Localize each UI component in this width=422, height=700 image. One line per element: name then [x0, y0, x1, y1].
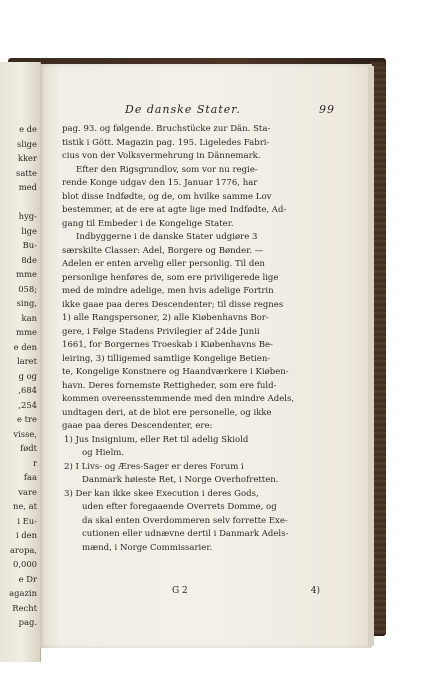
left-page-fragment: e tre: [17, 414, 37, 424]
text-line: gang til Embeder i de Kongelige Stater.: [62, 218, 234, 229]
text-line: havn. Deres fornemste Rettigheder, som ere fuld-: [62, 380, 277, 391]
text-line: gaae paa deres Descendenter, ere:: [62, 421, 213, 431]
left-page-fragment: lige: [21, 225, 37, 236]
left-page-fragment: Bu-: [22, 240, 37, 250]
text-line: mænd, i Norge Commissarier.: [82, 542, 213, 553]
left-page-fragment: e Dr: [18, 573, 37, 584]
text-line: 1) alle Rangspersoner, 2) alle Kiøbenhavns Bor-: [62, 313, 269, 323]
left-page-fragment: i den: [15, 530, 37, 540]
left-page-fragment: hyg-: [18, 211, 37, 221]
text-line: Danmark høieste Ret, i Norge Overhofretten.: [82, 475, 279, 485]
text-line: bestemmer, at de ere at agte lige med Indfødte, Ad-: [62, 205, 287, 215]
left-page-fragment: i Eu-: [17, 515, 37, 526]
left-page-fragment: kan: [21, 312, 37, 323]
text-line: 3) Der kan ikke skee Execution i deres Gods,: [64, 488, 259, 499]
text-line: Indbyggerne i de danske Stater udgiøre 3: [76, 232, 258, 242]
left-page-fragment: mme: [16, 269, 37, 279]
text-line: cius von der Volksvermehrung in Dännemark.: [62, 151, 261, 161]
left-page-fragment: pag.: [18, 617, 37, 627]
left-page-fragment: faa: [23, 472, 37, 482]
text-line: 2) I Livs- og Æres-Sager er deres Forum i: [64, 461, 244, 472]
running-title: De danske Stater.: [125, 103, 241, 116]
left-page-fragment: ,254: [18, 399, 37, 410]
text-line: 1661, for Borgernes Troeskab i Kiøbenhavns Be-: [62, 340, 273, 350]
text-line: blot disse Indfødte, og de, om hvilke samme Lov: [62, 191, 272, 202]
left-page-fragment: 0,000: [13, 559, 37, 569]
left-page-fragment: r: [32, 457, 37, 468]
page-footer: [60, 586, 322, 600]
text-line: cutionen eller udnævne dertil i Danmark Adels-: [82, 529, 289, 539]
body-text: [62, 123, 324, 555]
text-line: personlige henføres de, som ere priviligerede lige: [62, 272, 279, 283]
text-line: Adelen er enten arvelig eller personlig. Til den: [62, 259, 265, 269]
text-line: uden efter foregaaende Overrets Domme, og: [82, 502, 277, 512]
text-line: tistik i Gött. Magazin pag. 195. Ligeledes Fabri-: [62, 137, 270, 148]
left-page-fragment: 8de: [21, 254, 37, 265]
left-page-fragment: e den: [13, 341, 37, 352]
text-line: kommen overeensstemmende med den mindre Adels,: [62, 394, 295, 404]
left-page-fragment: født: [20, 443, 37, 453]
text-line: med de mindre adelige, men hvis adelige Fortrin: [62, 286, 274, 296]
left-page-fragment: med: [18, 182, 37, 192]
left-page-fragment: visse,: [13, 428, 37, 439]
left-page-fragment: e de: [19, 124, 37, 134]
catchword: 4): [310, 586, 320, 596]
left-page-fragment: mme: [16, 327, 37, 337]
page-number: 99: [319, 103, 335, 116]
running-header: [75, 103, 335, 117]
left-page-fragment: g og: [18, 370, 37, 381]
text-line: 1) Jus Insignium, eller Ret til adelig Skiold: [64, 434, 249, 445]
left-page-fragment: laret: [17, 356, 37, 366]
page-edges: [368, 66, 374, 646]
text-line: rende Konge udgav den 15. Januar 1776, har: [62, 178, 258, 188]
text-line: gere, i Følge Stadens Privilegier af 24de Junii: [62, 326, 260, 337]
left-page: [0, 62, 41, 662]
text-line: da skal enten Overdommeren selv forrette Exe-: [82, 515, 288, 526]
text-line: leiring, 3) tilligemed samtlige Kongelige Betien-: [62, 353, 271, 364]
text-line: Efter den Rigsgrundlov, som vor nu regie-: [76, 164, 258, 175]
text-line: pag. 93. og følgende. Bruchstücke zur Dän. Sta-: [62, 124, 271, 134]
left-page-fragment: satte: [16, 167, 37, 178]
signature-mark: G 2: [172, 586, 188, 596]
text-line: og Hielm.: [82, 448, 125, 458]
left-page-fragment: kker: [17, 153, 37, 163]
left-page-fragment: ne, at: [12, 501, 37, 511]
left-page-fragment: vare: [18, 486, 37, 497]
text-line: særskilte Classer: Adel, Borgere og Bønder. —: [62, 245, 264, 256]
text-line: ikke gaae paa deres Descendenter; til disse regnes: [62, 299, 284, 310]
left-page-fragment: sing,: [16, 298, 37, 308]
left-page-fragment: ,684: [18, 385, 37, 395]
left-page-fragment: Recht: [12, 602, 37, 613]
text-line: undtagen deri, at de blot ere personelle, og ikke: [62, 407, 272, 418]
left-page-fragment: slige: [17, 138, 37, 149]
text-line: te, Kongelige Konstnere og Haandværkere i Kiøben-: [62, 367, 289, 377]
left-page-fragment: agazin: [9, 588, 37, 598]
left-page-fragment: aropa,: [9, 544, 37, 555]
left-page-fragment: 058;: [18, 283, 37, 294]
